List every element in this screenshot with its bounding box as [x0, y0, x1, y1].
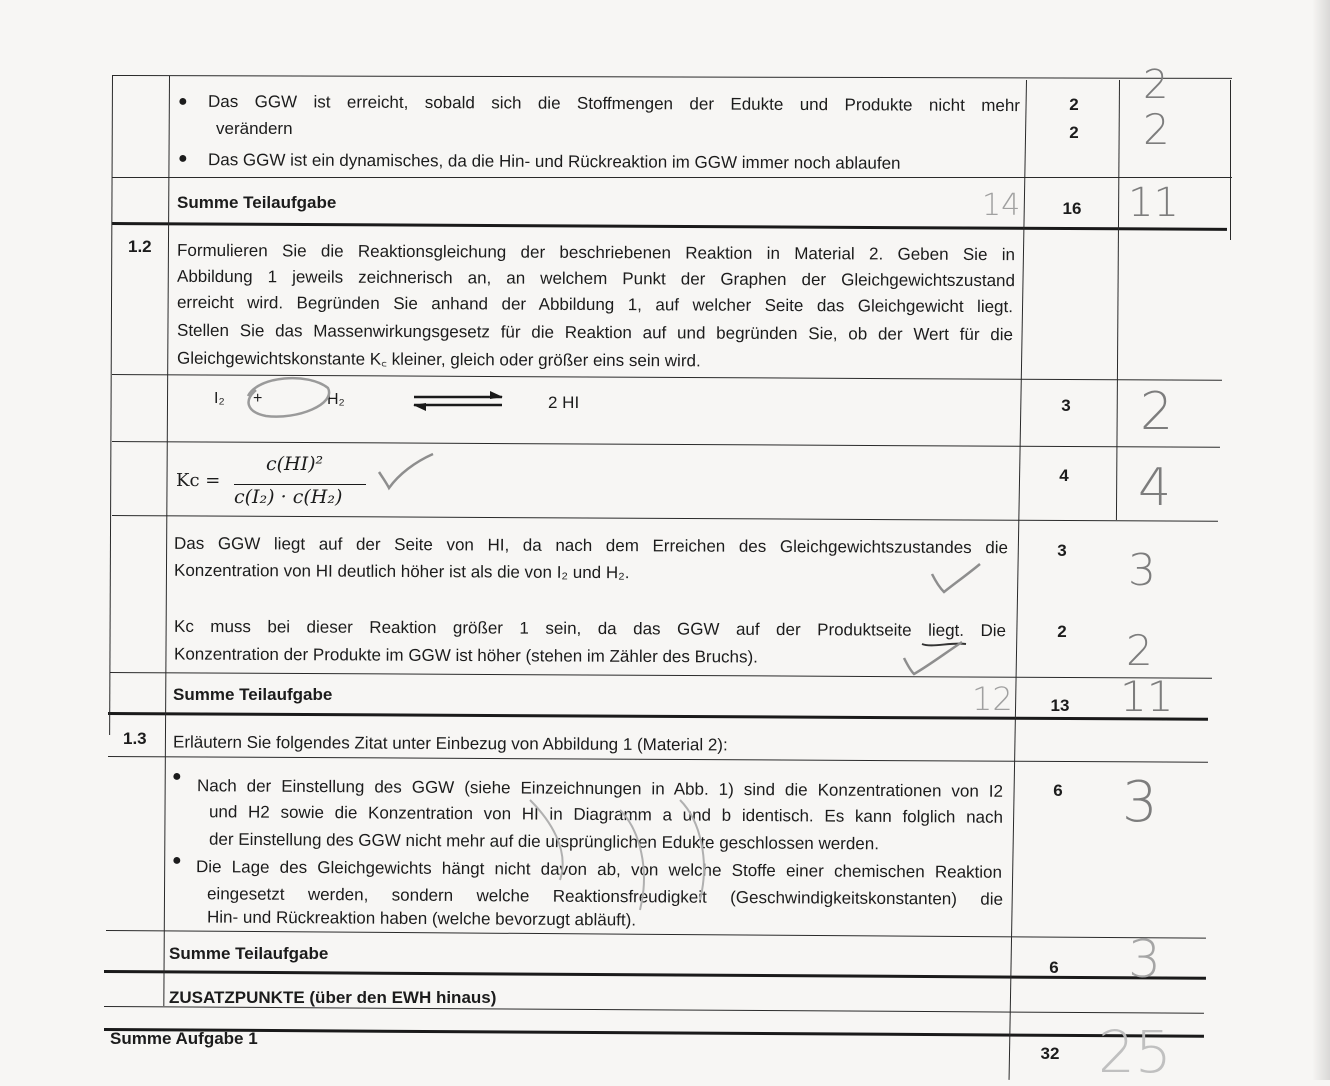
checkmark-icon — [900, 638, 966, 678]
criterion-text: Das GGW ist erreicht, sobald sich die Stoffmengen der Edukte und Produkte nicht mehr — [207, 91, 1021, 116]
task-text: Gleichgewichtskonstante K꜀ kleiner, gleich oder größer eins sein wird. — [176, 348, 701, 371]
task-number: 1.3 — [123, 729, 147, 748]
total-label: Summe Aufgabe 1 — [110, 1029, 258, 1048]
equation-plus: + — [253, 390, 263, 407]
column-line — [1009, 80, 1027, 1080]
checkmark-icon — [375, 450, 437, 492]
awarded-points: 2 — [1140, 382, 1174, 442]
row-line — [112, 515, 1218, 522]
section-line — [104, 1028, 1204, 1038]
max-points: 6 — [1053, 781, 1063, 800]
kc-label: Kc = — [176, 470, 221, 491]
handwritten-subtotal: 12 — [972, 680, 1013, 718]
extra-points-label: ZUSATZPUNKTE (über den EWH hinaus) — [169, 988, 497, 1007]
bullet-marker: ● — [178, 150, 188, 167]
criterion-text: der Einstellung des GGW nicht mehr auf die ursprünglichen Edukte geschlossen werden. — [208, 829, 880, 854]
subtotal-label: Summe Teilaufgabe — [169, 944, 329, 963]
kc-denominator: c(I₂) · c(H₂) — [234, 486, 343, 508]
criterion-text: Nach der Einstellung des GGW (siehe Einzeichnungen in Abb. 1) sind die Konzentrationen von I2 — [196, 776, 1004, 801]
task-text: erreicht wird. Begründen Sie anhand der Abbildung 1, auf welcher Seite das Gleichgewicht liegt. — [176, 292, 1014, 317]
column-line — [1116, 80, 1120, 520]
max-subtotal: 13 — [1050, 696, 1070, 715]
table-top-line — [112, 75, 1232, 79]
checkmark-icon — [928, 560, 984, 596]
fraction-bar — [234, 484, 366, 485]
section-line — [112, 222, 1227, 231]
task-text: Erläutern Sie folgendes Zitat unter Einbezug von Abbildung 1 (Material 2): — [172, 732, 728, 755]
row-line — [110, 672, 1212, 679]
equation-reactant: I₂ — [214, 390, 225, 407]
column-line — [163, 76, 170, 1006]
bullet-marker: ● — [178, 93, 188, 110]
bullet-marker: ● — [172, 768, 182, 785]
awarded-points: 3 — [1128, 545, 1156, 596]
equation-product: 2 HI — [548, 393, 580, 412]
awarded-subtotal: 3 — [1128, 930, 1162, 990]
kc-numerator: c(HI)² — [266, 453, 324, 475]
equation-reactant: H₂ — [327, 391, 345, 408]
row-line — [106, 930, 1206, 939]
answer-text: Konzentration der Produkte im GGW ist höher (stehen im Zähler des Bruchs). — [173, 644, 758, 667]
awarded-subtotal: 11 — [1128, 180, 1179, 226]
max-points: 2 — [1069, 123, 1079, 142]
max-subtotal: 6 — [1049, 958, 1059, 977]
max-points: 3 — [1061, 396, 1071, 415]
criterion-text: verändern — [216, 119, 293, 138]
subtotal-label: Summe Teilaufgabe — [177, 193, 337, 212]
awarded-points: 2 — [1143, 105, 1170, 154]
bullet-marker: ● — [172, 852, 182, 869]
answer-text: Das GGW liegt auf der Seite von HI, da nach dem Erreichen des Gleichgewichtszustandes die — [173, 533, 1009, 558]
awarded-subtotal: 11 — [1120, 672, 1174, 721]
max-points: 2 — [1057, 622, 1067, 641]
awarded-points: 4 — [1138, 458, 1172, 518]
row-line — [112, 177, 1232, 178]
criterion-text: Hin- und Rückreaktion haben (welche bevorzugt abläuft). — [206, 907, 637, 930]
awarded-total: 25 — [1098, 1018, 1172, 1086]
awarded-points: 2 — [1143, 62, 1169, 108]
criterion-text: Die Lage des Gleichgewichts hängt nicht davon ab, von welche Stoffe einer chemischen Reaktion — [195, 857, 1003, 882]
task-number: 1.2 — [128, 237, 152, 256]
awarded-points: 3 — [1122, 770, 1158, 835]
max-total: 32 — [1040, 1044, 1060, 1063]
column-line — [109, 75, 113, 735]
task-text: Formulieren Sie die Reaktionsgleichung der beschriebenen Reaktion in Material 2. Geben Sie in — [176, 240, 1016, 265]
awarded-points: 2 — [1126, 626, 1153, 675]
column-line — [1230, 80, 1231, 240]
page-edge-shadow — [1312, 0, 1330, 1080]
criterion-text: eingesetzt werden, sondern welche Reaktionsfreudigkeit (Geschwindigkeitskonstanten) die — [206, 884, 1004, 909]
criterion-text: und H2 sowie die Konzentration von HI in Diagramm a und b identisch. Es kann folglich nach — [208, 802, 1004, 827]
subtotal-label: Summe Teilaufgabe — [173, 685, 333, 704]
answer-text: Kc muss bei dieser Reaktion größer 1 sein, da das GGW auf der Produktseite liegt. Die — [173, 616, 1007, 641]
task-text: Abbildung 1 jeweils zeichnerisch an, an welchem Punkt der Graphen der Gleichgewichtszustand — [176, 266, 1016, 291]
max-points: 4 — [1059, 466, 1069, 485]
criterion-text: Das GGW ist ein dynamisches, da die Hin- und Rückreaktion im GGW immer noch ablaufen — [207, 150, 901, 173]
row-line — [112, 441, 1220, 448]
task-text: Stellen Sie das Massenwirkungsgesetz für die Reaktion auf und begründen Sie, ob der Wert für die — [176, 320, 1014, 345]
answer-text: Konzentration von HI deutlich höher ist als die von I₂ und H₂. — [173, 560, 630, 583]
max-points: 3 — [1057, 541, 1067, 560]
equilibrium-arrow-icon — [410, 390, 506, 412]
max-subtotal: 16 — [1062, 199, 1082, 218]
pencil-circle-mark — [228, 368, 338, 428]
pencil-annotation-mark — [500, 780, 760, 930]
handwritten-subtotal: 14 — [982, 188, 1021, 223]
max-points: 2 — [1069, 95, 1079, 114]
